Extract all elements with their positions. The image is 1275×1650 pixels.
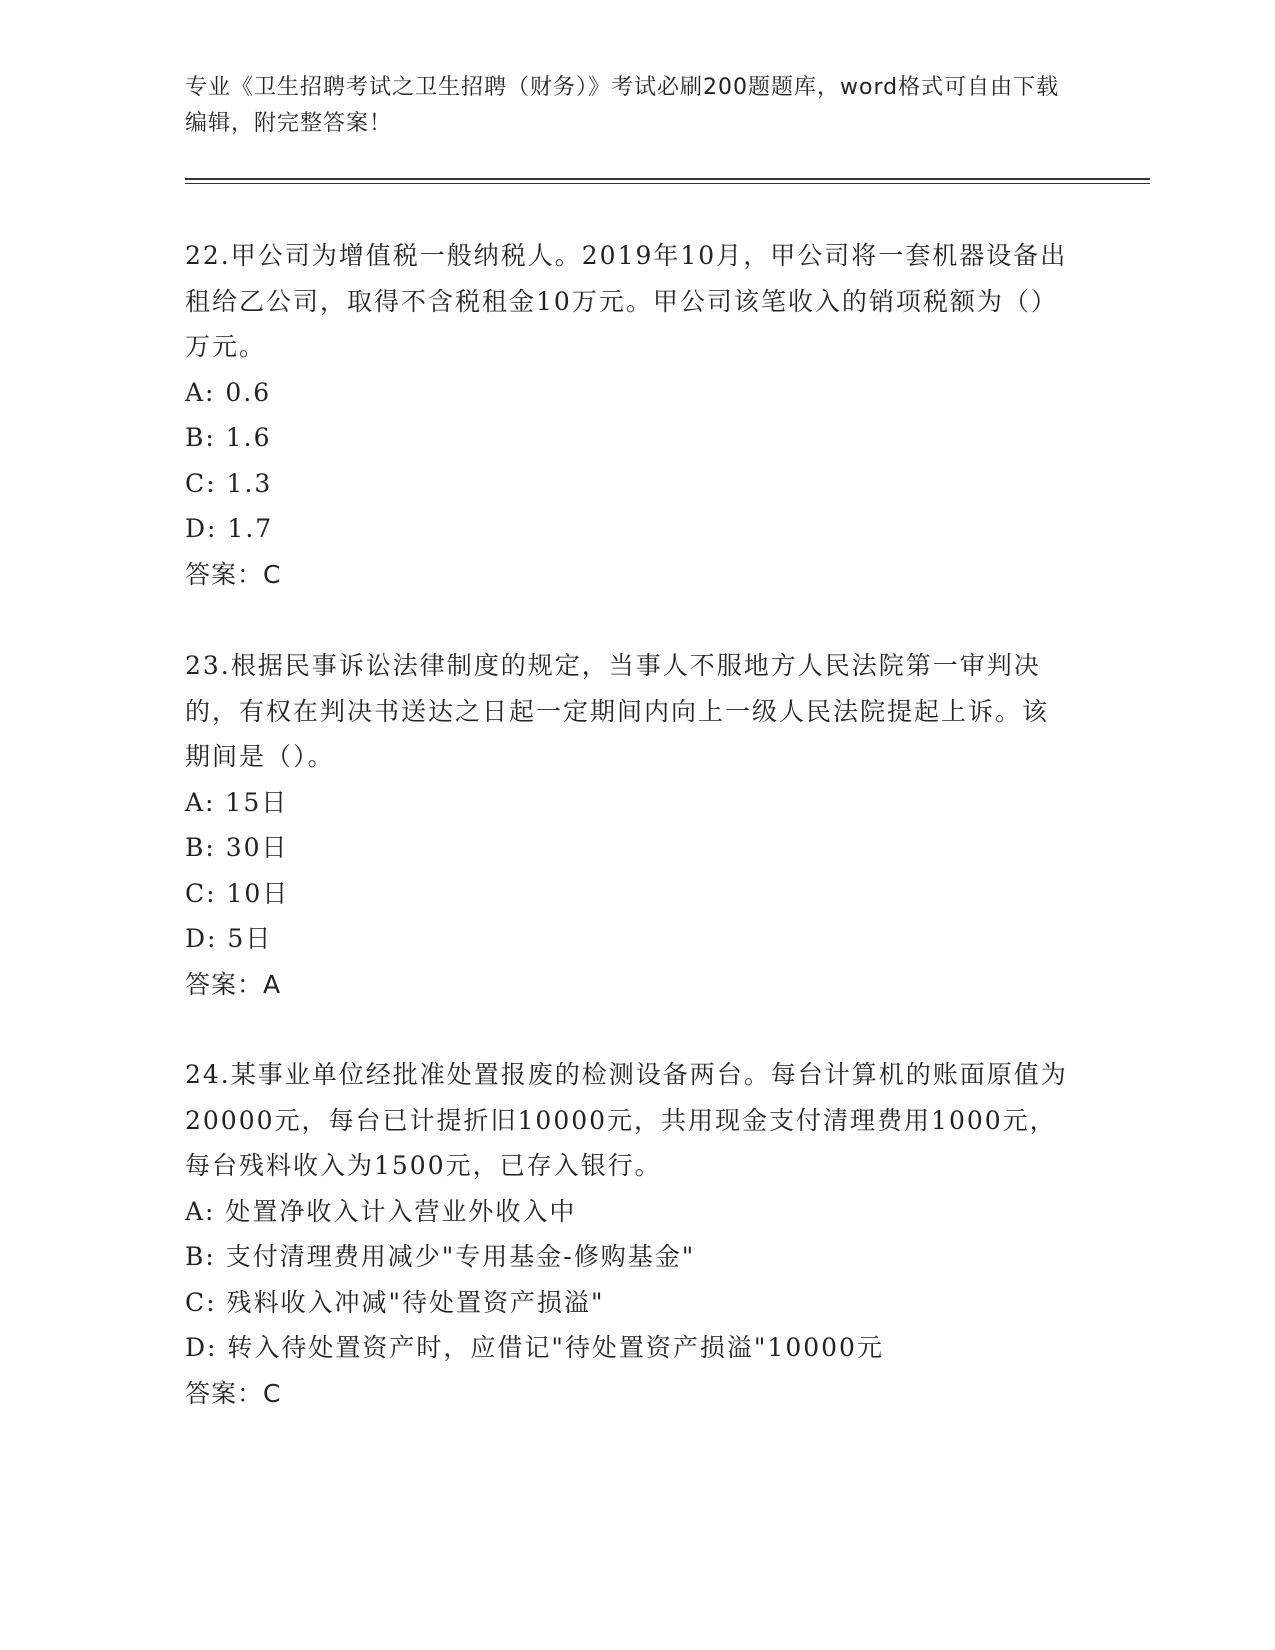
answer: 答案：C [185,559,282,589]
option-c: C: 1.3 [185,468,273,498]
option-d: D: 转入待处置资产时，应借记"待处置资产损溢"10000元 [185,1333,884,1362]
option-d: D: 1.7 [185,514,274,543]
question-22 [185,233,1075,597]
option-c: C: 残料收入冲减"待处置资产损溢" [185,1287,605,1317]
option-a: A: 15日 [185,787,289,817]
option-c: C: 10日 [185,878,290,908]
header-divider [185,178,1150,184]
option-b: B: 支付清理费用减少"专用基金-修购基金" [185,1242,696,1271]
question-stem: 22.甲公司为增值税一般纳税人。2019年10月，甲公司将一套机器设备出租给乙公司，取得不含税租金10万元。甲公司该笔收入的销项税额为（）万元。 [185,241,1068,361]
page-header [185,70,1065,142]
option-d: D: 5日 [185,924,273,953]
option-b: B: 30日 [185,833,289,862]
question-stem: 24.某事业单位经批准处置报废的检测设备两台。每台计算机的账面原值为20000元，每台已计提折旧10000元，共用现金支付清理费用1000元，每台残料收入为1500元，已存入银行。 [185,1060,1068,1180]
question-23 [185,643,1075,1007]
option-a: A: 0.6 [185,377,272,407]
option-a: A: 处置净收入计入营业外收入中 [185,1196,577,1226]
question-24 [185,1052,1075,1416]
question-stem: 23.根据民事诉讼法律制度的规定，当事人不服地方人民法院第一审判决的，有权在判决书送达之日起一定期间内向上一级人民法院提起上诉。该期间是（）。 [185,651,1050,771]
option-b: B: 1.6 [185,423,272,452]
header-text: 专业《卫生招聘考试之卫生招聘（财务）》考试必刷200题题库，word格式可自由下载编辑，附完整答案！ [185,75,1060,136]
answer: 答案：C [185,1378,282,1408]
answer: 答案：A [185,969,282,999]
